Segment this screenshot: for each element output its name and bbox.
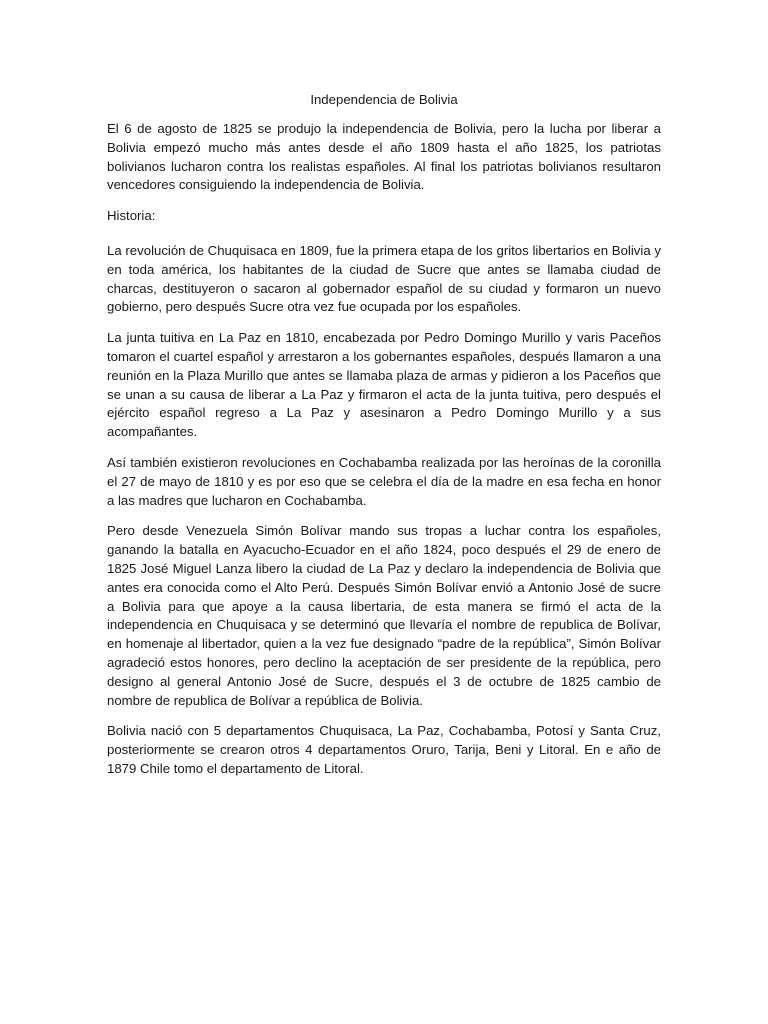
paragraph-chuquisaca: La revolución de Chuquisaca en 1809, fue la primera etapa de los gritos libertarios en Bolivia y en toda américa, los habitantes de la ciudad de Sucre que antes se llamaba ciudad de charcas, destituyeron o sacaron al gobernador español de su ciudad y formaron un nuevo gobierno, pero después Sucre otra vez fue ocupada por los españoles. [107, 242, 661, 315]
paragraph-cochabamba: Así también existieron revoluciones en Cochabamba realizada por las heroínas de la coronilla el 27 de mayo de 1810 y es por eso que se celebra el día de la madre en esa fecha en honor a las madres que lucharon en Cochabamba. [107, 454, 661, 508]
document-title: Independencia de Bolivia [310, 92, 458, 107]
section-heading: Historia: [107, 208, 156, 224]
paragraph-bolivar: Pero desde Venezuela Simón Bolívar mando sus tropas a luchar contra los españoles, ganando la batalla en Ayacucho-Ecuador en el año 1824, poco después el 29 de enero de 1825 José Miguel Lanza libero la ciudad de La Paz y declaro la independencia de Bolivia que antes era conocida como el Alto Perú. Después Simón Bolívar envió a Antonio José de sucre a Bolivia para que apoye a la causa libertaria, de esta manera se firmó el acta de la independencia en Chuquisaca y se determinó que llevaría el nombre de republica de Bolívar, en homenaje al libertador, quien a la vez fue designado “padre de la república”, Simón Bolívar agradeció estos honores, pero declino la aceptación de ser presidente de la república, pero designo al general Antonio José de Sucre, después el 3 de octubre de 1825 cambio de nombre de republica de Bolívar a república de Bolivia. [107, 523, 661, 708]
document-page [107, 90, 661, 791]
paragraph-la-paz: La junta tuitiva en La Paz en 1810, encabezada por Pedro Domingo Murillo y varis Paceños tomaron el cuartel español y arrestaron a los gobernantes españoles, después llamaron a una reunión en la Plaza Murillo que antes se llamaba plaza de armas y pidieron a los Paceños que se unan a su causa de liberar a La Paz y firmaron el acta de la junta tuitiva, pero después el ejército español regreso a La Paz y asesinaron a Pedro Domingo Murillo y a sus acompañantes. [107, 330, 661, 440]
intro-paragraph: El 6 de agosto de 1825 se produjo la independencia de Bolivia, pero la lucha por liberar a Bolivia empezó mucho más antes desde el año 1809 hasta el año 1825, los patriotas bolivianos lucharon contra los realistas españoles. Al final los patriotas bolivianos resultaron vencedores consiguiendo la independencia de Bolivia. [107, 121, 661, 193]
paragraph-departamentos: Bolivia nació con 5 departamentos Chuquisaca, La Paz, Cochabamba, Potosí y Santa Cruz, posteriormente se crearon otros 4 departamentos Oruro, Tarija, Beni y Litoral. En e año de 1879 Chile tomo el departamento de Litoral. [107, 723, 661, 776]
